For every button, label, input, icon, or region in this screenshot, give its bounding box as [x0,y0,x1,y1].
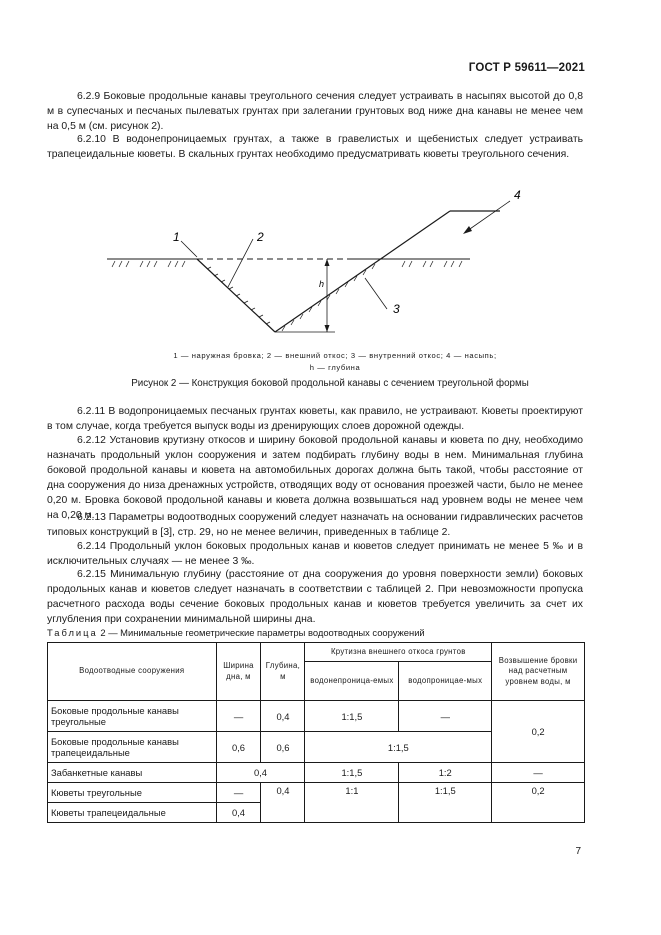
row-name: Боковые продольные канавы трапецеидальные [48,732,217,763]
paragraph-6-2-11: 6.2.11 В водопроницаемых песчаных грунтах кюветы, как правило, не устраивают. Кюветы проектируют в том случае, когда требуется выпуск воды из дренирующих слоев дорожной одежды. [47,406,583,432]
label-embankment: 4 [514,188,521,202]
row-depth: 0,6 [261,732,305,763]
row-slope-merged: 1:1,5 [305,732,492,763]
row-name: Кюветы трапецеидальные [48,803,217,823]
row-slope-permeable: 1:1,5 [399,783,492,823]
row-elevation: 0,2 [492,701,585,763]
paragraph-6-2-10: 6.2.10 В водонепроницаемых грунтах, а также в гравелистых и щебенистых следует устраивать трапецеидальные кюветы. В скальных грунтах необходимо предусматривать кюветы треугольного сечения. [47,134,583,160]
row-slope-impermeable: 1:1,5 [305,701,399,732]
row-elevation: 0,2 [492,783,585,823]
row-width: 0,4 [216,803,261,823]
row-depth: 0,4 [261,701,305,732]
label-inner-slope: 3 [393,302,400,316]
row-depth: 0,4 [261,783,305,823]
header-permeable: водопроницае-мых [399,662,492,701]
document-header: ГОСТ Р 59611—2021 [468,62,585,74]
paragraph-6-2-14: 6.2.14 Продольный уклон боковых продольных канав и кюветов следует принимать не менее 5 ‰ и в исключительных случаях — не менее 3 ‰. [47,541,583,567]
table-title [47,627,425,638]
ditch-cross-section-figure [95,175,575,345]
header-depth: Глубина, м [261,643,305,701]
table-header-row [48,643,585,662]
paragraph-6-2-13: 6.2.13 Параметры водоотводных сооружений следует назначать на основании гидравлических расчетов типовых конструкций в [3], стр. 29, но не менее величин, приведенных в таблице 2. [47,512,583,538]
page-number: 7 [575,846,581,857]
ground-hatching-right [402,261,462,267]
row-elevation: — [492,763,585,783]
row-name: Забанкетные канавы [48,763,217,783]
header-slope: Крутизна внешнего откоса грунтов [305,643,492,662]
slope-hatching-outer [207,267,270,324]
table-label: Таблица [47,627,98,638]
table-row [48,763,585,783]
row-slope-impermeable: 1:1,5 [305,763,399,783]
figure-caption: Рисунок 2 — Конструкция боковой продольной канавы с сечением треугольной формы [131,378,529,389]
slope-hatching-inner [282,264,375,331]
row-name: Кюветы треугольные [48,783,217,803]
label-outer-slope: 2 [257,230,264,244]
row-width: — [216,701,261,732]
row-slope-permeable: 1:2 [399,763,492,783]
paragraph-6-2-9: 6.2.9 Боковые продольные канавы треугольного сечения следует устраивать в насыпях высотой до 0,8 м в супесчаных и песчаных пылеватых грунтах при залегании грунтовых вод ниже дна канавы не менее чем на 0,5 м (см. рисунок 2). [47,91,583,132]
paragraph-6-2-15: 6.2.15 Минимальную глубину (расстояние от дна сооружения до уровня поверхности земли) боковых продольных канав и кюветов следует назначать в соответствии с таблицей 2. При невозможности пропуска расчетного расхода воды сечение боковых продольных канав и кюветов требуется увеличить за счет их углубления при сохранении минимальной ширины дна. [47,569,583,625]
row-slope-permeable: — [399,701,492,732]
figure-legend-line-2: h — глубина [309,363,361,372]
depth-label: h [319,279,325,289]
header-elevation: Возвышение бровки над расчетным уровнем воды, м [492,643,585,701]
ground-hatching-left [112,261,185,267]
figure-legend-line-1: 1 — наружная бровка; 2 — внешний откос; 3 — внутренний откос; 4 — насыпь; [173,351,497,360]
header-width: Ширина дна, м [216,643,261,701]
row-name: Боковые продольные канавы треугольные [48,701,217,732]
geometric-parameters-table [47,642,585,823]
header-impermeable: водонепроница-емых [305,662,399,701]
row-slope-impermeable: 1:1 [305,783,399,823]
table-title-text: 2 — Минимальные геометрические параметры водоотводных сооружений [100,627,425,638]
row-width: 0,6 [216,732,261,763]
paragraph-6-2-12: 6.2.12 Установив крутизну откосов и ширину боковой продольной канавы и кювета по дну, необходимо назначать продольный уклон сооружения и затем подбирать глубину воды в нем. Минимальная глубина боковой продольной канавы и кювета на автомобильных дорогах должна быть такой, чтобы расстояние от дна сооружения до низа дренажных устройств, отводящих воду от основания проезжей части, было не менее 0,20 м. Бровка боковой продольной канавы и кювета должна возвышаться над уровнем воды не менее чем на 0,20 м. [47,435,583,521]
table-row [48,701,585,732]
header-structure: Водоотводные сооружения [48,643,217,701]
table-row [48,783,585,803]
row-width-depth-merged: 0,4 [216,763,305,783]
row-width: — [216,783,261,803]
label-outer-edge: 1 [173,230,180,244]
